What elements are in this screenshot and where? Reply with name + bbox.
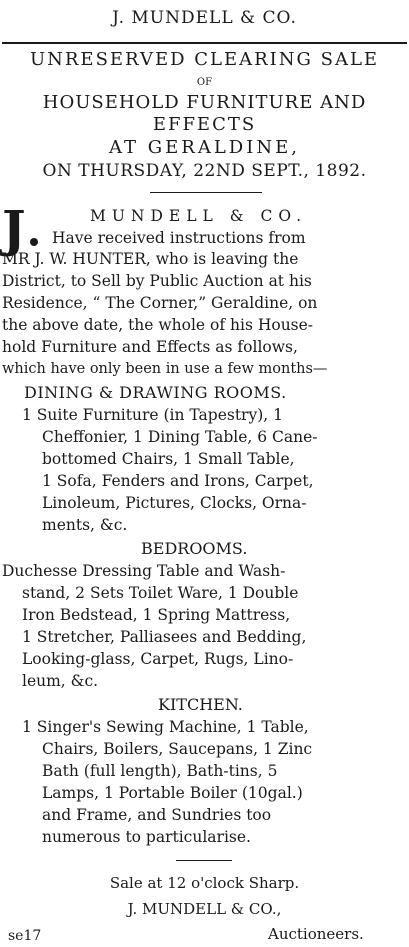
dining-line: Cheffonier, 1 Dining Table, 6 Cane- xyxy=(42,428,318,446)
kitchen-line: Bath (full length), Bath-tins, 5 xyxy=(42,762,278,780)
bedrooms-line: 1 Stretcher, Palliasees and Bedding, xyxy=(22,628,307,646)
sale-time: Sale at 12 o'clock Sharp. xyxy=(109,874,300,892)
dining-line: 1 Sofa, Fenders and Irons, Carpet, xyxy=(42,472,314,490)
intro-line: which have only been in use a few months— xyxy=(2,361,328,377)
mid-rule xyxy=(150,192,262,193)
title-line-3: HOUSEHOLD FURNITURE AND xyxy=(42,92,367,113)
bedrooms-line: Duchesse Dressing Table and Wash- xyxy=(2,562,286,580)
dining-line: Linoleum, Pictures, Clocks, Orna- xyxy=(42,494,307,512)
kitchen-line: Chairs, Boilers, Saucepans, 1 Zinc xyxy=(42,740,313,758)
dining-line: ments, &c. xyxy=(42,516,128,534)
bottom-rule xyxy=(176,860,232,861)
kitchen-line: and Frame, and Sundries too xyxy=(42,806,272,824)
intro-line: District, to Sell by Public Auction at his xyxy=(2,272,312,290)
kitchen-line: 1 Singer's Sewing Machine, 1 Table, xyxy=(22,718,309,736)
intro-line: Residence, “ The Corner,” Geraldine, on xyxy=(2,294,318,312)
intro-line: hold Furniture and Effects as follows, xyxy=(2,338,298,356)
intro-line: the above date, the whole of his House- xyxy=(2,316,314,334)
sale-date: ON THURSDAY, 22ND SEPT., 1892. xyxy=(42,161,367,181)
kitchen-line: numerous to particularise. xyxy=(42,828,251,846)
bedrooms-line: Looking-glass, Carpet, Rugs, Lino- xyxy=(22,650,294,668)
title-line-2: OF xyxy=(196,77,213,88)
firm-name: J. MUNDELL & CO., xyxy=(127,900,282,918)
auctioneers-label: Auctioneers. xyxy=(268,925,364,943)
masthead: J. MUNDELL & CO. xyxy=(112,8,297,28)
title-line-4: EFFECTS xyxy=(152,114,257,135)
intro-line: MR J. W. HUNTER, who is leaving the xyxy=(2,250,299,268)
intro-line: MUNDELL & CO. xyxy=(90,207,308,225)
bedrooms-line: leum, &c. xyxy=(22,672,99,690)
dining-line: 1 Suite Furniture (in Tapestry), 1 xyxy=(22,406,283,424)
section-heading-bedrooms: BEDROOMS. xyxy=(141,539,248,558)
section-heading-dining: DINING & DRAWING ROOMS. xyxy=(24,383,287,402)
bedrooms-line: stand, 2 Sets Toilet Ware, 1 Double xyxy=(22,584,299,602)
title-line-1: UNRESERVED CLEARING SALE xyxy=(29,49,380,70)
ad-reference: se17 xyxy=(8,928,42,944)
top-rule xyxy=(2,42,407,44)
title-line-5: AT GERALDINE, xyxy=(109,137,300,158)
dining-line: bottomed Chairs, 1 Small Table, xyxy=(42,450,295,468)
drop-cap: J xyxy=(2,199,26,258)
bedrooms-line: Iron Bedstead, 1 Spring Mattress, xyxy=(22,606,291,624)
section-heading-kitchen: KITCHEN. xyxy=(158,695,243,714)
intro-line: Have received instructions from xyxy=(52,229,306,247)
drop-cap-period xyxy=(30,238,38,246)
kitchen-line: Lamps, 1 Portable Boiler (10gal.) xyxy=(42,784,303,802)
